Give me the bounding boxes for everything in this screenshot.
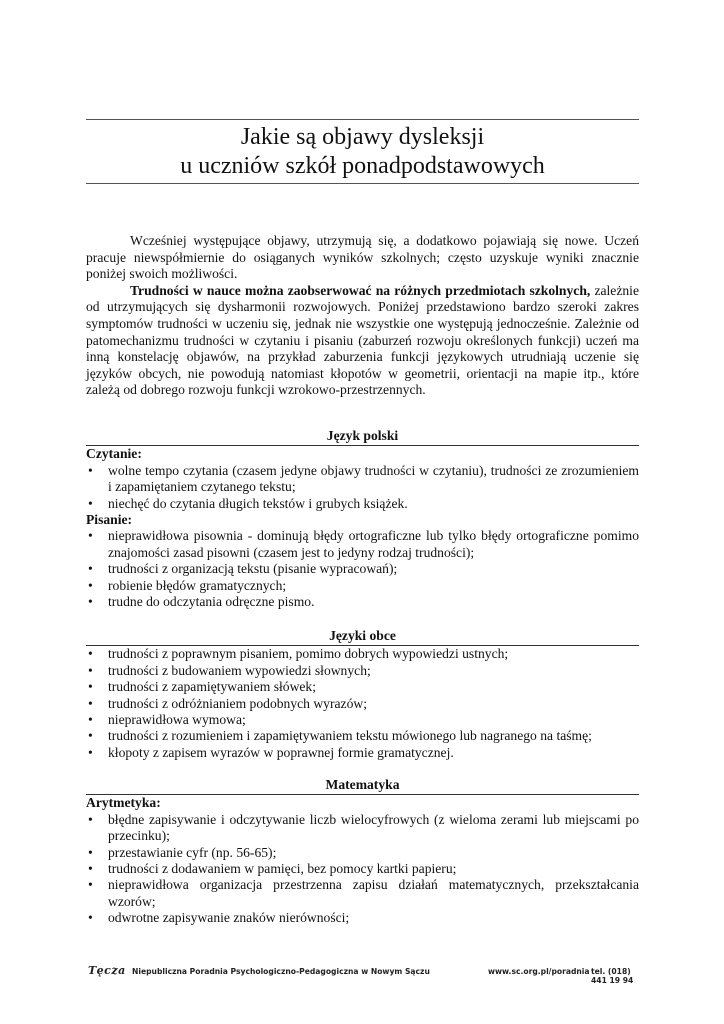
list-item-text: trudności z poprawnym pisaniem, pomimo dobrych wypowiedzi ustnych;: [108, 646, 509, 662]
title-line-1: Jakie są objawy dysleksji: [240, 124, 485, 150]
intro-bold-lead: Trudności w nauce można zaobserwować na różnych przedmiotach szkolnych,: [130, 282, 591, 298]
bullet-icon: •: [88, 495, 93, 511]
bullet-icon: •: [88, 561, 93, 577]
list-item-text: trudne do odczytania odręczne pismo.: [108, 594, 315, 610]
section-obce: [86, 628, 639, 761]
footer-phone-number: 441 19 94: [591, 976, 634, 985]
bullet-icon: •: [88, 662, 93, 678]
list-item: [86, 679, 639, 695]
list-item: [86, 877, 639, 910]
section-heading-polski: Język polski: [86, 428, 639, 446]
bullet-icon: •: [88, 910, 93, 926]
bullet-icon: •: [88, 695, 93, 711]
subheading-pisanie: Pisanie:: [86, 512, 133, 528]
list-item-text: przestawianie cyfr (np. 56-65);: [108, 844, 277, 860]
page-footer: [88, 964, 641, 985]
list-arytmetyka: [86, 812, 639, 927]
list-item: [86, 594, 639, 610]
bullet-icon: •: [88, 861, 93, 877]
list-czytanie: [86, 463, 639, 512]
list-item: [86, 812, 639, 845]
list-item: [86, 696, 639, 712]
list-item-text: trudności z dodawaniem w pamięci, bez pomocy kartki papieru;: [108, 861, 457, 877]
section-polski: [86, 428, 639, 610]
page-title: [86, 119, 639, 184]
list-obce: [86, 646, 639, 761]
bullet-icon: •: [88, 877, 93, 893]
bullet-icon: •: [88, 646, 93, 662]
list-item-text: trudności z odróżnianiem podobnych wyrazów;: [108, 695, 367, 711]
list-pisanie: [86, 528, 639, 610]
bullet-icon: •: [88, 844, 93, 860]
bullet-icon: •: [88, 577, 93, 593]
list-item: [86, 646, 639, 662]
list-item-text: błędne zapisywanie i odczytywanie liczb wielocyfrowych (z wieloma zerami lub miejscami po przecinku);: [108, 811, 639, 844]
list-item: [86, 528, 639, 561]
list-item: [86, 861, 639, 877]
list-item-text: trudności z organizacją tekstu (pisanie wypracowań);: [108, 561, 398, 577]
list-item: [86, 561, 639, 577]
list-item-text: nieprawidłowa wymowa;: [108, 712, 246, 728]
bullet-icon: •: [88, 528, 93, 544]
bullet-icon: •: [88, 744, 93, 760]
intro-text: [86, 233, 639, 399]
list-item: [86, 845, 639, 861]
footer-website: www.sc.org.pl/poradnia: [488, 967, 590, 976]
list-item: [86, 712, 639, 728]
list-item-text: niechęć do czytania długich tekstów i grubych książek.: [108, 495, 408, 511]
footer-phone: [591, 967, 641, 985]
intro-paragraph-2: [86, 283, 639, 399]
list-item: [86, 578, 639, 594]
list-item-text: odwrotne zapisywanie znaków nierówności;: [108, 910, 350, 926]
bullet-icon: •: [88, 462, 93, 478]
list-item: [86, 463, 639, 496]
bullet-icon: •: [88, 811, 93, 827]
list-item-text: trudności z zapamiętywaniem słówek;: [108, 679, 316, 695]
list-item-text: trudności z rozumieniem i zapamiętywaniem tekstu mówionego lub nagranego na taśmę;: [108, 728, 592, 744]
list-item: [86, 728, 639, 744]
bullet-icon: •: [88, 594, 93, 610]
title-line-2: u uczniów szkół ponadpodstawowych: [180, 153, 545, 179]
subheading-arytmetyka: Arytmetyka:: [86, 795, 161, 811]
list-item-text: nieprawidłowa organizacja przestrzenna zapisu działań matematycznych, przekształcania wzorów;: [108, 877, 639, 909]
bullet-icon: •: [88, 679, 93, 695]
list-item-text: nieprawidłowa pisownia - dominują błędy ortograficzne lub tylko błędy ortograficzne pomimo znajomości zasad pisowni (czasem jest to jedyny rodzaj trudności);: [108, 528, 639, 560]
footer-phone-label: tel. (018): [591, 967, 631, 976]
list-item: [86, 910, 639, 926]
subheading-czytanie: Czytanie:: [86, 446, 142, 462]
bullet-icon: •: [88, 728, 93, 744]
intro-paragraph-2-rest: zależnie od utrzymujących się dysharmonii rozwojowych. Poniżej przedstawiono bardzo szeroki zakres symptomów trudności w uczeniu się, jednak nie wszystkie one występują jednocześnie. Zależnie od patomechanizmu trudności w czytaniu i pisaniu (zaburzeń rozwoju określonych funkcji) uczeń ma inną konstelację objawów, na przykład zaburzenia funkcji językowych utrudniają uczenie się języków obcych, nie powodują natomiast kłopotów w geometrii, orientacji na mapie itp., które zależą od dobrego rozwoju funkcji wzrokowo-przestrzennych.: [86, 282, 639, 398]
list-item-text: robienie błędów gramatycznych;: [108, 577, 287, 593]
list-item-text: kłopoty z zapisem wyrazów w poprawnej formie gramatycznej.: [108, 744, 454, 760]
section-matematyka: [86, 777, 639, 927]
logo: Tęcza: [88, 964, 126, 977]
section-heading-matematyka: Matematyka: [86, 777, 639, 795]
list-item: [86, 496, 639, 512]
footer-institution: Niepubliczna Poradnia Psychologiczno-Pedagogiczna w Nowym Sączu: [132, 967, 430, 976]
intro-paragraph-1: Wcześniej występujące objawy, utrzymują się, a dodatkowo pojawiają się nowe. Uczeń pracuje niewspółmiernie do osiąganych wyników szkolnych; często uzyskuje wyniki znacznie poniżej swoich możliwości.: [86, 233, 639, 282]
section-heading-obce: Języki obce: [86, 628, 639, 646]
list-item: [86, 745, 639, 761]
list-item-text: trudności z budowaniem wypowiedzi słownych;: [108, 662, 371, 678]
list-item-text: wolne tempo czytania (czasem jedyne objawy trudności w czytaniu), trudności ze zrozumieniem i zapamiętaniem czytanego tekstu;: [108, 462, 639, 495]
list-item: [86, 663, 639, 679]
bullet-icon: •: [88, 712, 93, 728]
